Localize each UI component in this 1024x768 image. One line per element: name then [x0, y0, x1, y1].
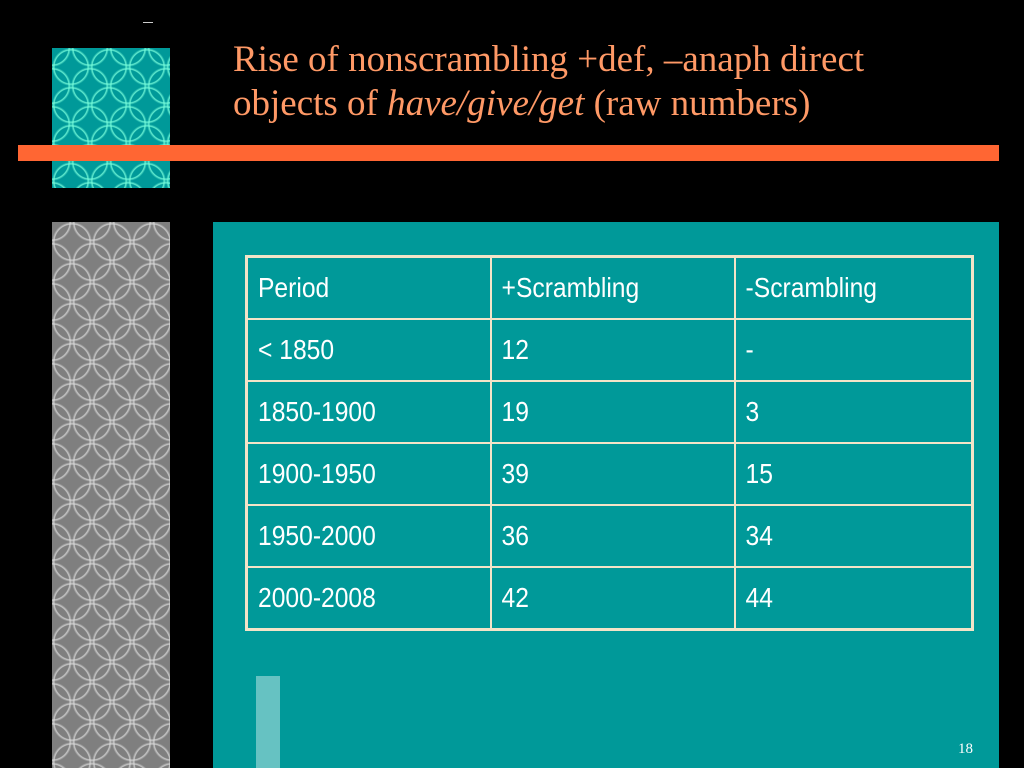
- title-line-2-prefix: objects of: [233, 83, 388, 124]
- header-cell-minus-scrambling: -Scrambling: [735, 257, 944, 320]
- accent-bar: [256, 676, 280, 768]
- page-number: 18: [958, 741, 973, 757]
- table-cell: 1900-1950: [247, 443, 462, 505]
- table-cell: 1850-1900: [247, 381, 462, 443]
- table-cell: 3: [735, 381, 944, 443]
- title-line-2-suffix: (raw numbers): [584, 83, 811, 124]
- table-cell: 15: [735, 443, 944, 505]
- table-cell: < 1850: [247, 319, 462, 381]
- header-cell-plus-scrambling: +Scrambling: [491, 257, 706, 320]
- title-underline-rule: [18, 145, 999, 161]
- table-cell: 34: [735, 505, 944, 567]
- table-cell: 44: [735, 567, 944, 630]
- title-line-2-italic: have/give/get: [387, 83, 585, 124]
- circle-pattern-gray-decoration: [52, 222, 170, 768]
- table-row: [247, 443, 973, 505]
- table-cell: -: [735, 319, 944, 381]
- table-cell: 39: [491, 443, 706, 505]
- table-cell: 42: [491, 567, 706, 630]
- table-cell: 1950-2000: [247, 505, 462, 567]
- table-cell: 19: [491, 381, 706, 443]
- title-line-1: Rise of nonscrambling +def, –anaph direct: [233, 39, 865, 80]
- circle-pattern-teal-decoration: [52, 48, 170, 188]
- data-table: [245, 255, 974, 631]
- table-header-row: [247, 257, 973, 320]
- table-cell: 2000-2008: [247, 567, 462, 630]
- table-row: [247, 381, 973, 443]
- decorative-mark: [143, 22, 153, 23]
- table-row: [247, 567, 973, 630]
- table-cell: 12: [491, 319, 706, 381]
- header-cell-period: Period: [247, 257, 462, 320]
- table-row: [247, 505, 973, 567]
- table-row: [247, 319, 973, 381]
- table-cell: 36: [491, 505, 706, 567]
- slide-title: [233, 38, 1013, 126]
